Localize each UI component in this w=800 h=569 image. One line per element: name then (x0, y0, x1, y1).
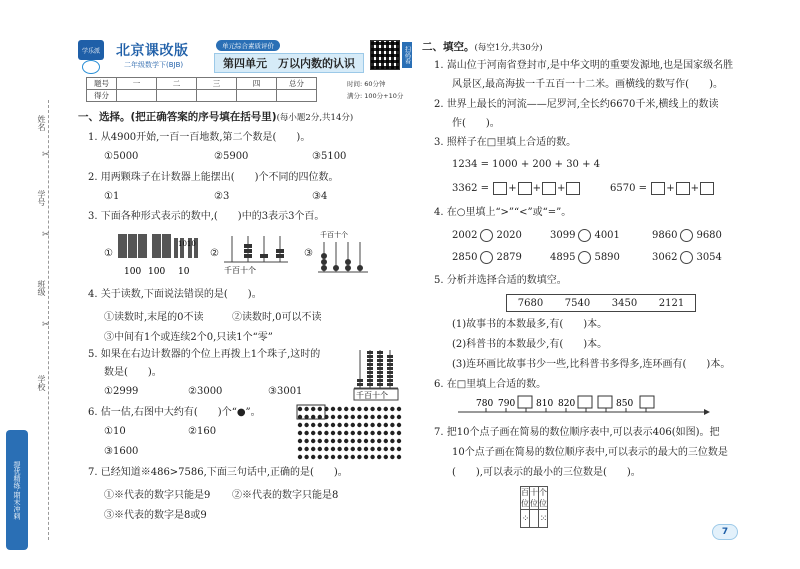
answer-box[interactable] (700, 182, 714, 195)
estimate-dot (390, 431, 394, 435)
compare-pair (652, 229, 722, 243)
compare-left: 3099 (550, 230, 576, 241)
option[interactable]: ①※代表的数字只能是9 (104, 490, 211, 501)
question-2-5: 5. 分析并选择合适的数填空。 (434, 275, 567, 286)
scissor-icon: ✂ (42, 150, 50, 160)
option[interactable]: ③ (304, 248, 313, 259)
unit-title: 第四单元 万以内数的认识 (214, 53, 364, 73)
estimate-dot (318, 447, 322, 451)
estimate-dot (351, 407, 355, 411)
estimate-dot (318, 423, 322, 427)
estimate-dot (397, 439, 401, 443)
estimate-dot (324, 431, 328, 435)
qr-tag: 扫码看 (402, 42, 412, 68)
estimate-dot (390, 407, 394, 411)
brand-title: 北京课改版 (116, 43, 189, 59)
estimate-dot (344, 407, 348, 411)
score-header: 二 (157, 78, 197, 90)
estimate-dot (377, 447, 381, 451)
question-2-4: 4. 在○里填上“>”“<”或“=”。 (434, 207, 572, 218)
estimate-dot (377, 407, 381, 411)
compare-left: 3062 (652, 252, 678, 263)
estimate-dot (384, 423, 388, 427)
question-2-5-3: (3)连环画比故事书少一些,比科普书多得多,连环画有( )本。 (452, 359, 731, 370)
estimate-dot (384, 407, 388, 411)
question-2-6: 6. 在□里填上合适的数。 (434, 379, 547, 390)
place-header: 十位 (530, 488, 538, 508)
estimate-dot (304, 431, 308, 435)
estimate-dot (298, 407, 302, 411)
estimate-dot (351, 415, 355, 419)
estimate-dot (344, 447, 348, 451)
question-2-2a: 2. 世界上最长的河流——尼罗河,全长约6670千米,横线上的数读 (434, 99, 719, 110)
exam-time: 时间: 60分钟 (347, 80, 386, 88)
tick-label: 810 (536, 399, 554, 409)
score-cell[interactable] (197, 90, 237, 102)
compare-pair (452, 229, 522, 243)
compare-right: 4001 (594, 230, 620, 241)
score-header: 四 (237, 78, 277, 90)
option[interactable]: ③1600 (104, 446, 139, 457)
block-label: 100 (148, 267, 166, 277)
section-1-title (78, 110, 353, 125)
compare-right: 3054 (696, 252, 722, 263)
estimate-dot (357, 455, 361, 459)
estimate-dot (384, 447, 388, 451)
estimate-dot (397, 455, 401, 459)
estimate-dot (337, 431, 341, 435)
estimate-dot (324, 423, 328, 427)
decompose-3362: 3362 = + + + (452, 182, 581, 196)
estimate-dot (298, 455, 302, 459)
place-dots: ⁙ (539, 510, 548, 528)
estimate-dot (331, 407, 335, 411)
publisher-badge: 学乐派 (78, 40, 104, 60)
estimate-dot (324, 447, 328, 451)
compare-circle[interactable] (578, 229, 591, 242)
estimate-dot (364, 423, 368, 427)
estimate-dot (324, 415, 328, 419)
estimate-dot (384, 415, 388, 419)
blocks-figure (116, 230, 206, 278)
estimate-dot (298, 447, 302, 451)
estimate-dot (344, 431, 348, 435)
estimate-dot (318, 407, 322, 411)
place-dots: ⁘ (521, 510, 530, 528)
choice-number: 7540 (564, 297, 591, 309)
abacus-label: 千百十个 (356, 391, 388, 400)
estimate-dot (311, 431, 315, 435)
strip-field-school: 学校 (37, 375, 46, 391)
question-1-7: 7. 已经知道※486>7586,下面三句话中,正确的是( )。 (88, 467, 348, 478)
grade-subtitle: 二年级数学下(BJB) (124, 61, 184, 69)
estimate-dot (390, 439, 394, 443)
option[interactable]: ①读数时,末尾的0不读 (104, 312, 204, 323)
decompose-label: 3362 = (452, 183, 490, 194)
estimate-dot (298, 431, 302, 435)
compare-pair (452, 251, 522, 265)
option[interactable]: ①5000 (104, 151, 139, 162)
scissor-icon: ✂ (42, 320, 50, 330)
option[interactable]: ①1 (104, 191, 120, 202)
question-1-5b: 数是( )。 (104, 367, 162, 378)
estimate-dot (351, 431, 355, 435)
score-cell[interactable] (117, 90, 157, 102)
estimate-dot (397, 431, 401, 435)
compare-circle[interactable] (578, 251, 591, 264)
number-choice-box (506, 294, 696, 312)
estimate-dot (384, 431, 388, 435)
tick-label: 790 (498, 399, 516, 409)
estimate-dot (298, 439, 302, 443)
estimate-dot (311, 423, 315, 427)
estimate-dot (337, 423, 341, 427)
answer-box[interactable] (493, 182, 507, 195)
score-header: 题号 (87, 78, 117, 90)
answer-box[interactable] (651, 182, 665, 195)
estimate-dot (370, 407, 374, 411)
estimate-dot (324, 407, 328, 411)
estimate-dot (311, 407, 315, 411)
tick-label: 820 (558, 399, 576, 409)
place-value-table (520, 486, 548, 528)
example-equation: 1234 = 1000 + 200 + 30 + 4 (452, 159, 601, 170)
estimate-dot (304, 415, 308, 419)
tick-label: 780 (476, 399, 494, 409)
question-1-3: 3. 下面各种形式表示的数中,( )中的3表示3个百。 (88, 211, 325, 222)
estimate-dot (344, 423, 348, 427)
score-cell[interactable] (237, 90, 277, 102)
answer-box[interactable] (518, 182, 532, 195)
estimate-dot (397, 423, 401, 427)
exam-info (347, 78, 403, 102)
estimate-dot (384, 455, 388, 459)
section-2-title (422, 40, 543, 55)
answer-box[interactable] (518, 396, 532, 408)
question-1-5a: 5. 如果在右边计数器的个位上再拨上1个珠子,这时的 (88, 349, 321, 360)
compare-pair (550, 229, 620, 243)
estimate-dot (364, 431, 368, 435)
page-number: 7 (712, 524, 738, 540)
unit-tag: 单元综合素质评价 (216, 40, 280, 51)
question-2-1a: 1. 嵩山位于河南省登封市,是中华文明的重要发源地,也是国家级名胜 (434, 60, 734, 71)
estimate-dot (304, 455, 308, 459)
compare-pair (550, 251, 620, 265)
estimate-dot (364, 447, 368, 451)
estimate-dot (331, 423, 335, 427)
estimate-dot (351, 423, 355, 427)
scissor-icon: ✂ (42, 230, 50, 240)
strip-field-class: 班级 (37, 280, 46, 296)
estimate-dot (331, 447, 335, 451)
option[interactable]: ① (104, 248, 113, 259)
estimate-dot (397, 415, 401, 419)
tick-label: 850 (616, 399, 634, 409)
compare-right: 2879 (496, 252, 522, 263)
estimate-dot (357, 431, 361, 435)
section-1-heading: 一、选择。(把正确答案的序号填在括号里) (78, 111, 277, 123)
estimate-dot (324, 439, 328, 443)
section-2-note: (每空1分,共30分) (474, 43, 543, 53)
option[interactable]: ②160 (188, 426, 217, 437)
compare-circle[interactable] (680, 251, 693, 264)
strip-banner: 提优精练·期末冲刺 (6, 430, 28, 550)
abacus-label: 千百十个 (320, 231, 348, 239)
answer-box[interactable] (542, 182, 556, 195)
estimate-dot (377, 423, 381, 427)
option[interactable]: ③4 (312, 191, 328, 202)
estimate-dot (318, 455, 322, 459)
block-label: 10 (178, 267, 190, 277)
option[interactable]: ②3000 (188, 386, 223, 397)
question-2-5-1: (1)故事书的本数最多,有( )本。 (452, 319, 608, 330)
option[interactable]: ②5900 (214, 151, 249, 162)
estimate-dot (331, 455, 335, 459)
strip-field-id: 学号 (37, 190, 46, 206)
answer-box[interactable] (566, 182, 580, 195)
section-2-heading: 二、填空。 (422, 41, 475, 53)
abacus-label: 千百十个 (224, 266, 256, 275)
estimate-dot (311, 439, 315, 443)
estimate-dot (318, 431, 322, 435)
estimate-dot (357, 447, 361, 451)
place-header: 百位 (521, 488, 529, 508)
question-1-4: 4. 关于读数,下面说法错误的是( )。 (88, 289, 262, 300)
score-header: 三 (197, 78, 237, 90)
estimate-dot (370, 431, 374, 435)
place-dots (530, 510, 539, 528)
estimate-dot (397, 447, 401, 451)
estimate-dot (351, 439, 355, 443)
estimate-dot (311, 415, 315, 419)
estimate-dot (304, 439, 308, 443)
estimate-dot (390, 415, 394, 419)
estimate-dot (377, 415, 381, 419)
compare-circle[interactable] (480, 251, 493, 264)
option[interactable]: ③5100 (312, 151, 347, 162)
abacus-figure (222, 232, 292, 276)
estimate-dot (390, 423, 394, 427)
estimate-dot (397, 407, 401, 411)
score-header: 总分 (277, 78, 317, 90)
estimate-dot (331, 439, 335, 443)
choice-number: 3450 (611, 297, 638, 309)
estimate-dot (304, 407, 308, 411)
compare-pair (652, 251, 722, 265)
estimate-dot (351, 455, 355, 459)
compare-left: 4895 (550, 252, 576, 263)
option[interactable]: ①2999 (104, 386, 139, 397)
estimate-dot (370, 423, 374, 427)
compare-left: 9860 (652, 230, 678, 241)
place-header: 个位 (539, 488, 547, 508)
score-header: 一 (117, 78, 157, 90)
answer-box[interactable] (598, 396, 612, 408)
block-label: 100 (124, 267, 142, 277)
option[interactable]: ②读数时,0可以不读 (232, 312, 322, 323)
compare-left: 2850 (452, 252, 478, 263)
estimate-dot (304, 423, 308, 427)
option[interactable]: ③3001 (268, 386, 303, 397)
section-1-note: (每小题2分,共14分) (276, 113, 354, 123)
compare-right: 9680 (696, 230, 722, 241)
estimate-dot (311, 447, 315, 451)
estimate-dot (337, 447, 341, 451)
qr-code-icon[interactable] (370, 40, 400, 70)
estimate-dot (344, 415, 348, 419)
estimate-dot (337, 455, 341, 459)
block-label: 1010 (178, 240, 196, 248)
strip-field-name: 姓名 (37, 115, 46, 131)
option[interactable]: ③※代表的数字是8或9 (104, 510, 207, 521)
estimate-dot (377, 439, 381, 443)
question-2-7c: ( ),可以表示的最小的三位数是( )。 (452, 467, 641, 478)
estimate-dot (298, 415, 302, 419)
abacus-figure (316, 228, 372, 278)
counter-abacus-figure (352, 346, 402, 402)
estimate-dot (370, 447, 374, 451)
option[interactable]: ②※代表的数字只能是8 (232, 490, 339, 501)
estimate-dot (364, 415, 368, 419)
page-header (78, 40, 411, 74)
question-2-7b: 10个点子画在简易的数位顺序表中,可以表示的最大的三位数是 (452, 447, 728, 458)
estimate-dot (364, 455, 368, 459)
option[interactable]: ②3 (214, 191, 230, 202)
estimate-dot (344, 455, 348, 459)
mascot-icon (82, 60, 100, 74)
option[interactable]: ② (210, 248, 219, 259)
estimate-dot (377, 431, 381, 435)
estimate-dot (337, 415, 341, 419)
estimate-dot (364, 407, 368, 411)
question-2-5-2: (2)科普书的本数最少,有( )本。 (452, 339, 608, 350)
question-2-1b: 风景区,最高海拔一千五百一十二米。画横线的数写作( )。 (452, 79, 723, 90)
question-2-7a: 7. 把10个点子画在简易的数位顺序表中,可以表示406(如图)。把 (434, 427, 720, 438)
estimate-dot (318, 439, 322, 443)
score-cell[interactable] (277, 90, 317, 102)
answer-box[interactable] (640, 396, 654, 408)
estimate-dot (357, 423, 361, 427)
estimate-dot (357, 415, 361, 419)
score-cell[interactable] (157, 90, 197, 102)
estimate-dot (337, 407, 341, 411)
choice-number: 2121 (658, 297, 685, 309)
estimate-dot (390, 455, 394, 459)
score-table (86, 77, 317, 102)
score-row-label: 得分 (87, 90, 117, 102)
question-1-2: 2. 用两颗珠子在计数器上能摆出( )个不同的四位数。 (88, 172, 339, 183)
choice-number: 7680 (517, 297, 544, 309)
estimate-dot (357, 439, 361, 443)
question-1-6: 6. 估一估,右图中大约有( )个“●”。 (88, 407, 261, 418)
estimate-dot (364, 439, 368, 443)
decompose-6570: 6570 = + + (610, 182, 715, 196)
question-2-2b: 作( )。 (452, 118, 500, 129)
estimate-dot (311, 455, 315, 459)
estimate-dot (357, 407, 361, 411)
estimate-dot (318, 415, 322, 419)
estimate-dot (337, 439, 341, 443)
estimate-dot (331, 415, 335, 419)
question-1-1: 1. 从4900开始,一百一百地数,第二个数是( )。 (88, 132, 311, 143)
estimate-dot (377, 455, 381, 459)
estimate-dot (370, 439, 374, 443)
estimate-dot (324, 455, 328, 459)
compare-left: 2002 (452, 230, 478, 241)
estimate-dot (298, 423, 302, 427)
compare-right: 2020 (496, 230, 522, 241)
estimate-dot (351, 447, 355, 451)
option[interactable]: ①10 (104, 426, 126, 437)
estimate-dot (370, 415, 374, 419)
estimate-dot (390, 447, 394, 451)
dot-estimate-figure (296, 404, 404, 464)
answer-box[interactable] (578, 396, 592, 408)
binding-strip (0, 0, 70, 569)
estimate-dot (331, 431, 335, 435)
estimate-dot (384, 439, 388, 443)
decompose-label: 6570 = (610, 183, 648, 194)
exam-full-score: 满分: 100分+10分 (347, 92, 404, 100)
compare-right: 5890 (594, 252, 620, 263)
compare-circle[interactable] (680, 229, 693, 242)
question-2-3: 3. 照样子在□里填上合适的数。 (434, 137, 577, 148)
option[interactable]: ③中间有1个或连续2个0,只读1个“零” (104, 332, 273, 343)
estimate-dot (370, 455, 374, 459)
answer-box[interactable] (676, 182, 690, 195)
compare-circle[interactable] (480, 229, 493, 242)
estimate-dot (344, 439, 348, 443)
number-line (458, 394, 710, 420)
estimate-dot (304, 447, 308, 451)
